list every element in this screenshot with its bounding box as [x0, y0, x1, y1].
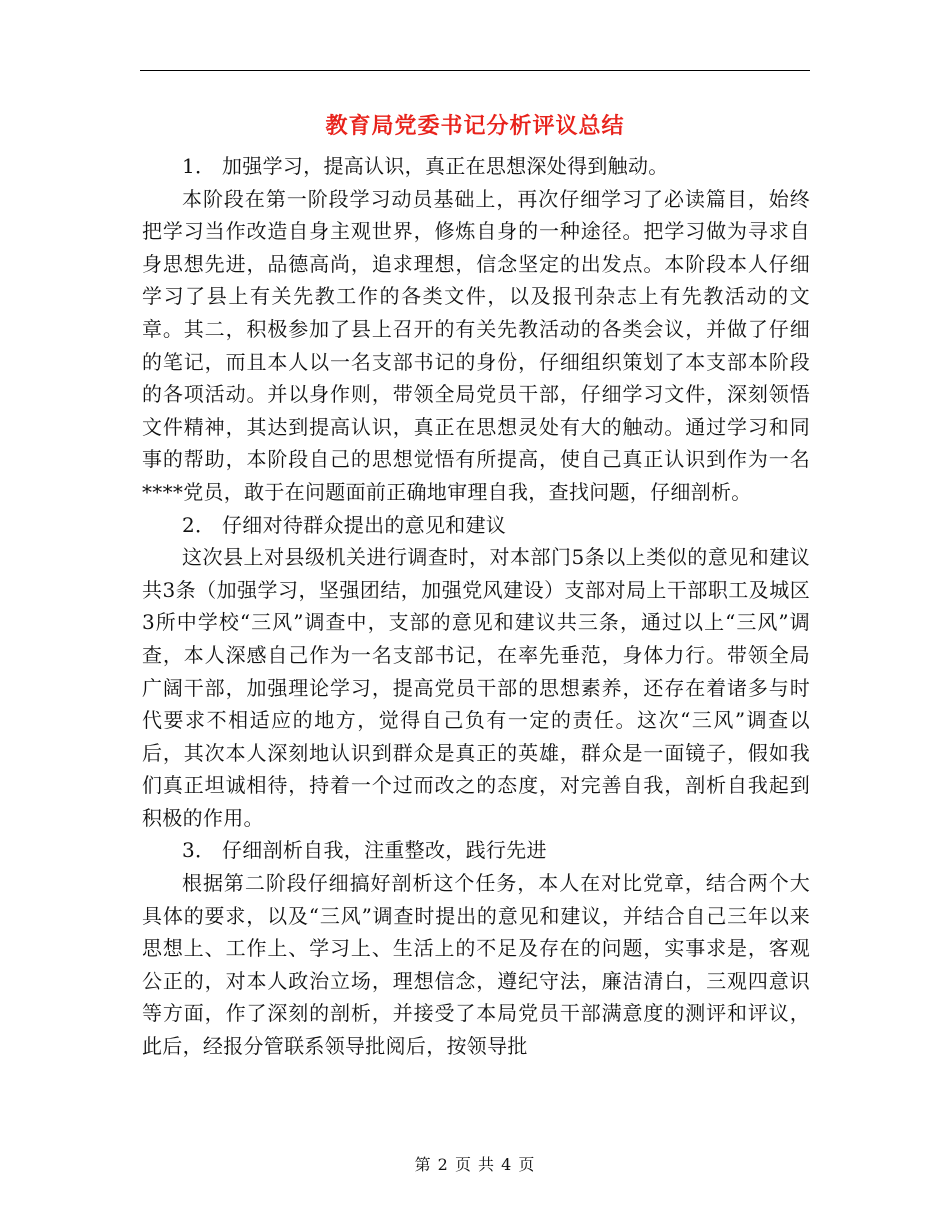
document-title: 教育局党委书记分析评议总结: [325, 114, 625, 139]
body-paragraph-1: 本阶段在第一阶段学习动员基础上，再次仔细学习了必读篇目，始终把学习当作改造自身主观世界，修炼自身的一种途径。把学习做为寻求自身思想先进，品德高尚，追求理想，信念坚定的出发点。本阶段本人仔细学习了县上有关先教工作的各类文件，以及报刊杂志上有先教活动的文章。其二，积极参加了县上召开的有关先教活动的各类会议，并做了仔细的笔记，而且本人以一名支部书记的身份，仔细组织策划了本支部本阶段的各项活动。并以身作则，带领全局党员干部，仔细学习文件，深刻领悟文件精神，其达到提高认识，真正在思想灵处有大的触动。通过学习和同事的帮助，本阶段自己的思想觉悟有所提高，使自己真正认识到作为一名****党员，敢于在问题面前正确地审理自我，查找问题，仔细剖析。: [142, 186, 810, 504]
section-heading-3: 3． 仔细剖析自我，注重整改，践行先进: [182, 838, 547, 863]
page-number-footer: 第 2 页 共 4 页: [414, 1155, 536, 1174]
document-body: [142, 150, 810, 1063]
section-heading-1: 1． 加强学习，提高认识，真正在思想深处得到触动。: [182, 154, 669, 178]
body-paragraph-3: 根据第二阶段仔细搞好剖析这个任务，本人在对比党章，结合两个大具体的要求，以及“三风”调查时提出的意见和建议，并结合自己三年以来思想上、工作上、学习上、生活上的不足及存在的问题，实事求是，客观公正的，对本人政治立场，理想信念，遵纪守法，廉洁清白，三观四意识等方面，作了深刻的剖析，并接受了本局党员干部满意度的测评和评议，此后，经报分管联系领导批阅后，按领导批: [142, 871, 810, 1059]
section-heading-2: 2． 仔细对待群众提出的意见和建议: [182, 512, 507, 537]
header-rule: [140, 70, 810, 71]
body-paragraph-2: 这次县上对县级机关进行调查时，对本部门5条以上类似的意见和建议共3条（加强学习，坚强团结，加强党风建设）支部对局上干部职工及城区3所中学校“三风”调查中，支部的意见和建议共三条，通过以上“三风”调查，本人深感自己作为一名支部书记，在率先垂范，身体力行。带领全局广阔干部，加强理论学习，提高党员干部的思想素养，还存在着诸多与时代要求不相适应的地方，觉得自己负有一定的责任。这次“三风”调查以后，其次本人深刻地认识到群众是真正的英雄，群众是一面镜子，假如我们真正坦诚相待，持着一个过而改之的态度，对完善自我，剖析自我起到积极的作用。: [142, 545, 810, 830]
